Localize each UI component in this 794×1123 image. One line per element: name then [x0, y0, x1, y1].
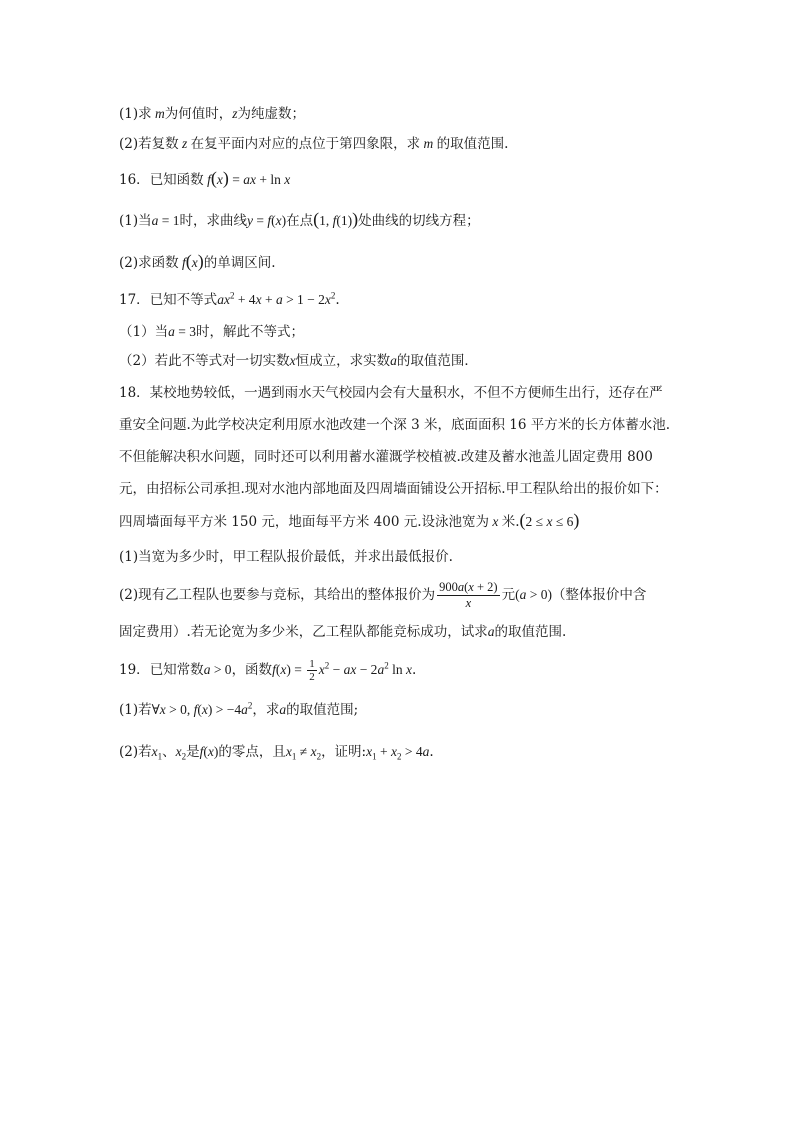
- math-z: z: [232, 106, 238, 121]
- math-curve: y = f(x): [247, 213, 287, 228]
- question-number: 16．: [119, 172, 150, 188]
- math-a: a: [390, 353, 397, 368]
- text: 在点: [286, 213, 314, 229]
- text: 的取值范围;: [286, 702, 359, 718]
- text: .: [429, 744, 434, 760]
- text: 的单调区间.: [203, 255, 276, 271]
- math-fraction: $\frac{900a(x + 2)}{x}$: [439, 580, 498, 610]
- text: 时，解此不等式；: [195, 324, 304, 340]
- q15-part2: [119, 134, 508, 154]
- text: .: [411, 662, 417, 678]
- q18-part2-cont: [119, 622, 566, 642]
- q18-line: [119, 512, 579, 532]
- text: ，求: [252, 702, 280, 718]
- math-x: x: [289, 353, 296, 368]
- text: (2)若: [119, 744, 152, 760]
- text: （整体报价中含: [551, 587, 647, 603]
- text: 在复平面内对应的点位于第四象限，求: [190, 136, 421, 152]
- text: （1）当: [119, 324, 169, 340]
- q17-stem: [119, 290, 340, 310]
- text: (2)现有乙工程队也要参与竞标，其给出的整体报价为: [119, 587, 436, 603]
- math-x: x: [489, 514, 502, 529]
- math-function: f(x) = $\frac{1}{2}$ $x^2$ − ax − $2a^2$ ln x: [272, 658, 412, 684]
- math-function: f(x) = ax + ln x: [203, 168, 291, 188]
- text: 为何值时，: [164, 106, 233, 122]
- text: 已知常数: [149, 662, 204, 678]
- q15-part1: [119, 104, 305, 124]
- text: 元: [501, 587, 516, 603]
- text: (2)若复数: [119, 136, 179, 152]
- text: ，证明:: [321, 744, 367, 760]
- q18-line: 重安全问题.为此学校决定利用原水池改建一个深 3 米，底面面积 16 平方米的长方体蓄水池.: [119, 417, 671, 433]
- text: （2）若此不等式对一切实数: [119, 353, 290, 369]
- math-x2: $x_2$: [175, 744, 187, 762]
- math-x1-neq-x2: $x_1 \ne x_2$: [285, 744, 322, 762]
- text: 为纯虚数；: [237, 106, 306, 122]
- text: .: [335, 292, 340, 308]
- q18-line: 18．某校地势较低，一遇到雨水天气校园内会有大量积水，不但不方便师生出行，还存在严: [119, 385, 663, 401]
- q17-part2: [119, 351, 478, 371]
- text: 已知函数: [149, 172, 204, 188]
- math-a-positive: a > 0: [203, 662, 232, 677]
- q16-stem: [119, 170, 290, 190]
- math-a: a: [487, 624, 495, 639]
- text: 恒成立，求实数: [295, 353, 391, 369]
- text: 已知不等式: [149, 292, 218, 308]
- q16-part1: [119, 211, 480, 231]
- math-z: z: [178, 136, 191, 151]
- math-condition: ∀x > 0, $f(x) > -4a^2$: [151, 700, 253, 717]
- math-a: a: [279, 702, 287, 717]
- math-conclusion: $x_1 + x_2 > 4a$: [366, 744, 430, 762]
- q17-part1: [119, 322, 304, 342]
- text: 的取值范围.: [494, 624, 567, 640]
- q18-line: 不但能解决积水问题，同时还可以利用蓄水灌溉学校植被.改建及蓄水池盖儿固定费用 800: [119, 449, 653, 465]
- text: 四周墙面每平方米 150 元，地面每平方米 400 元.设泳池宽为: [119, 514, 489, 530]
- q18-part1: (1)当宽为多少时，甲工程队报价最低，并求出最低报价.: [119, 549, 453, 565]
- math-a-positive: (a > 0): [515, 587, 552, 602]
- math-point: (1, f(1)): [313, 209, 359, 229]
- text: 是: [186, 744, 200, 760]
- math-fx: f(x): [199, 744, 219, 759]
- text: (2)求函数: [119, 255, 179, 271]
- text: 固定费用）.若无论宽为多少米，乙工程队都能竞标成功，试求: [119, 624, 488, 640]
- q19-part1: [119, 700, 358, 720]
- text: (1)当: [119, 213, 152, 229]
- text: 、: [162, 744, 176, 760]
- text: ，函数: [231, 662, 273, 678]
- text: 时，求曲线: [179, 213, 247, 229]
- text: 的取值范围．: [396, 353, 478, 369]
- math-x1: $x_1$: [151, 744, 163, 762]
- question-number: 19．: [119, 662, 150, 678]
- q16-part2: [119, 253, 276, 273]
- math-m: m: [420, 136, 437, 151]
- q18-part2: [119, 580, 646, 611]
- text: (1)求: [119, 106, 152, 122]
- text: (1)若: [119, 702, 152, 718]
- math-inequality: $ax^2 + 4x + a > 1 - 2x^2$: [217, 290, 336, 307]
- q19-stem: [119, 655, 416, 685]
- text: 米.: [501, 514, 520, 530]
- q18-line: 元，由招标公司承担.现对水池内部地面及四周墙面铺设公开招标.甲工程队给出的报价如下：: [119, 481, 668, 497]
- text: 的取值范围.: [436, 136, 509, 152]
- text: 处曲线的切线方程；: [358, 213, 480, 229]
- math-a-eq-1: a = 1: [151, 213, 180, 228]
- question-number: 17．: [119, 292, 150, 308]
- math-m: m: [151, 106, 165, 121]
- math-range: (2 ≤ x ≤ 6): [519, 510, 580, 530]
- math-fx: f(x): [178, 251, 204, 271]
- math-a-eq-3: a = 3: [168, 324, 196, 339]
- q19-part2: [119, 742, 434, 762]
- text: 的零点，且: [218, 744, 286, 760]
